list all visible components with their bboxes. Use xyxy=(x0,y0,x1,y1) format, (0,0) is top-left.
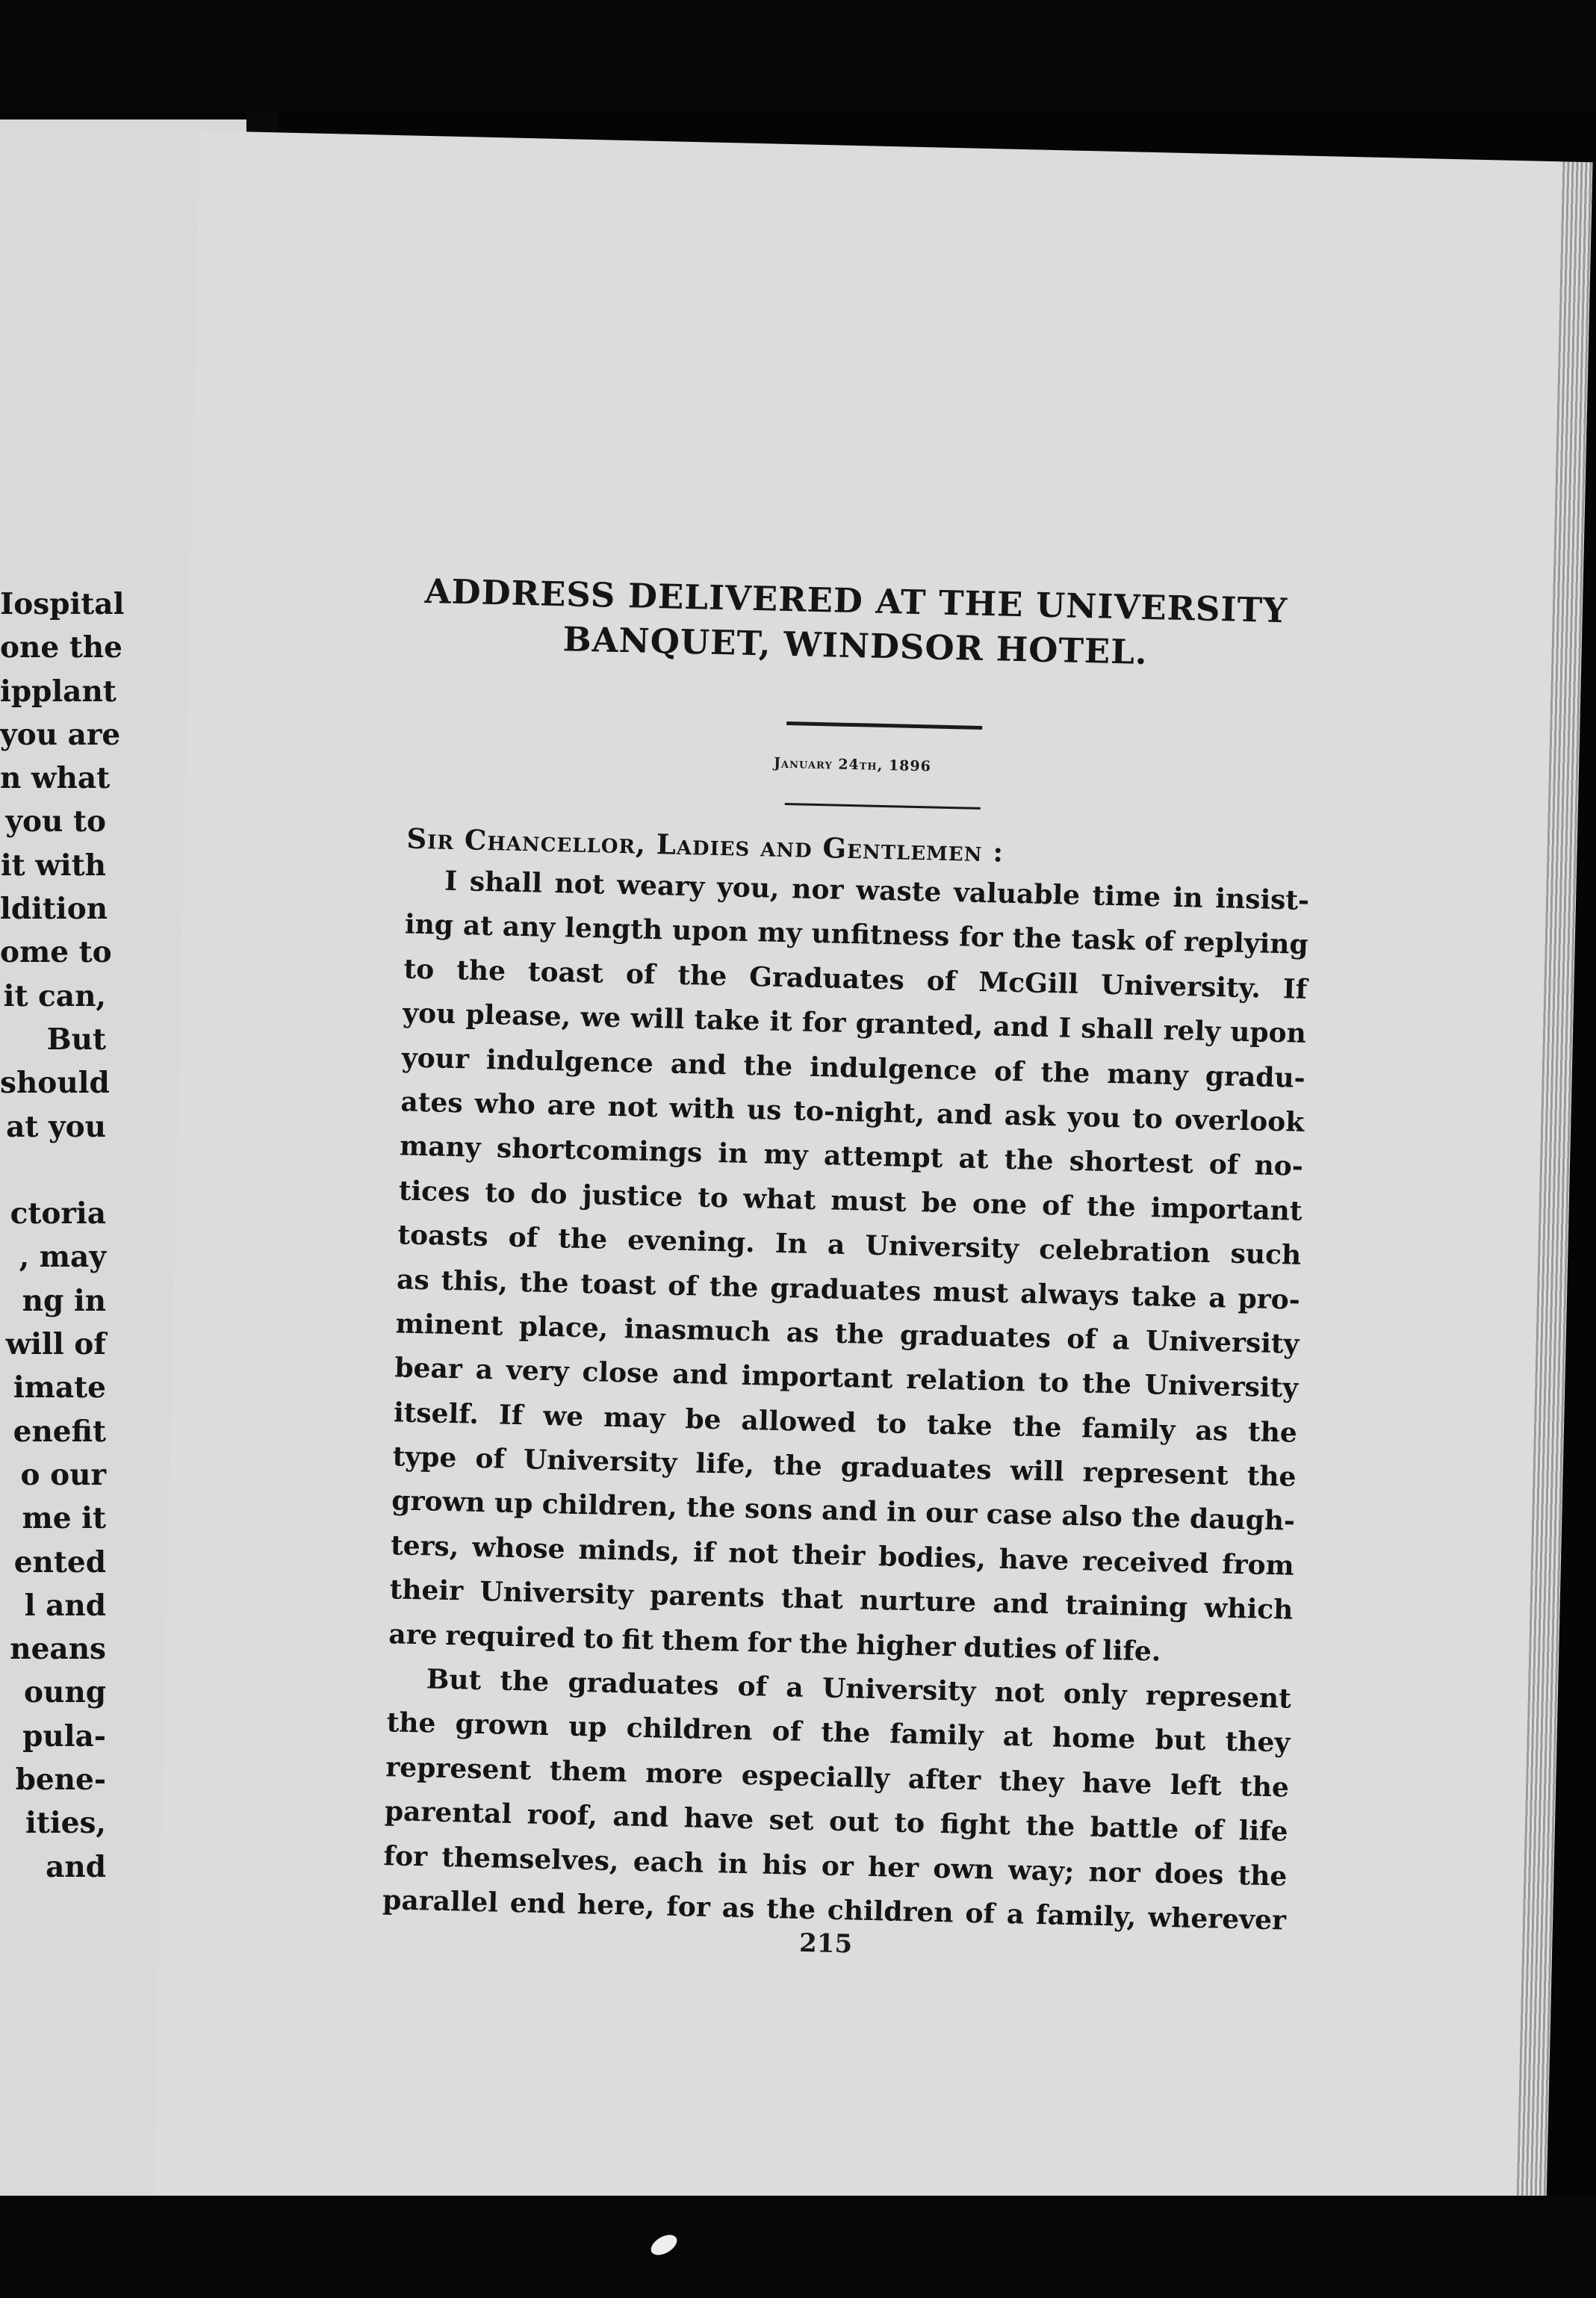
word: own xyxy=(932,1852,995,1886)
word: I xyxy=(1058,1012,1072,1044)
word: of xyxy=(926,965,957,998)
word: bear xyxy=(394,1352,463,1385)
word: the xyxy=(1239,1770,1290,1804)
word: the xyxy=(1012,1410,1062,1444)
previous-page-line: l and xyxy=(24,1588,106,1623)
word: shortest xyxy=(1069,1146,1194,1180)
word: to xyxy=(403,953,435,986)
word: them xyxy=(549,1754,628,1789)
word: length xyxy=(564,912,663,946)
title-line: BANQUET, WINDSOR HOTEL. xyxy=(562,619,1149,672)
word: training xyxy=(1064,1589,1188,1624)
word: for xyxy=(665,1890,711,1924)
word: of xyxy=(737,1670,768,1703)
word: his xyxy=(762,1848,808,1881)
word: represent xyxy=(385,1751,532,1786)
word: graduates xyxy=(840,1451,993,1486)
word: gradu- xyxy=(1205,1060,1306,1094)
previous-page-line xyxy=(0,1149,106,1192)
word: take xyxy=(1131,1280,1197,1314)
word: the xyxy=(1012,922,1062,955)
word: fight xyxy=(940,1808,1011,1842)
word: out xyxy=(828,1805,880,1839)
word: inasmuch xyxy=(624,1313,771,1348)
word: the xyxy=(834,1317,885,1351)
word: children, xyxy=(541,1488,678,1524)
word: from xyxy=(1221,1548,1295,1582)
previous-page-text xyxy=(0,583,125,1889)
previous-page-line: ldition xyxy=(0,892,108,927)
word: children xyxy=(626,1712,753,1747)
word: a xyxy=(827,1229,845,1261)
word: the xyxy=(1004,1144,1055,1177)
word: life xyxy=(1238,1815,1289,1848)
page-title xyxy=(420,569,1291,678)
word: in xyxy=(718,1137,748,1170)
word: of xyxy=(508,1221,538,1254)
word: to xyxy=(484,1176,516,1209)
previous-page-line: o our xyxy=(20,1457,106,1492)
word: the xyxy=(772,1449,823,1482)
word: for xyxy=(383,1839,428,1873)
word: place, xyxy=(518,1311,609,1344)
word: of xyxy=(1066,1323,1097,1355)
word: evening. xyxy=(627,1224,756,1259)
word: way; xyxy=(1007,1854,1075,1887)
word: them xyxy=(661,1624,740,1658)
previous-page-line: me it xyxy=(22,1501,106,1536)
word: fit xyxy=(621,1623,654,1656)
word: University. xyxy=(1100,969,1261,1004)
word: toasts xyxy=(397,1219,489,1253)
word: If xyxy=(498,1399,524,1431)
word: University xyxy=(523,1444,678,1479)
word: insist- xyxy=(1214,883,1310,916)
word: a xyxy=(475,1354,494,1386)
word: for xyxy=(801,1006,846,1040)
word: of xyxy=(965,1897,996,1930)
word: will xyxy=(630,1002,685,1036)
word: which xyxy=(1203,1592,1294,1626)
word: indulgence xyxy=(809,1051,978,1087)
word: to-night, xyxy=(792,1095,925,1130)
word: and xyxy=(670,1048,727,1081)
word: take xyxy=(694,1004,760,1037)
word: the xyxy=(820,1716,871,1750)
word: and xyxy=(612,1801,669,1834)
word: parents xyxy=(649,1580,766,1614)
word: justice xyxy=(582,1178,683,1213)
word: upon xyxy=(671,915,749,948)
word: this, xyxy=(441,1264,509,1298)
word: not xyxy=(607,1090,659,1124)
word: many xyxy=(399,1130,482,1164)
word: the xyxy=(1081,1367,1132,1401)
word: have xyxy=(1081,1767,1152,1801)
word: be xyxy=(921,1187,958,1220)
previous-page-line: Iospital xyxy=(0,587,125,621)
word: the xyxy=(766,1892,816,1926)
word: to xyxy=(1038,1367,1069,1400)
word: but xyxy=(1154,1724,1206,1757)
word: the xyxy=(1086,1190,1137,1223)
word: overlook xyxy=(1174,1103,1305,1138)
word: of xyxy=(475,1442,506,1475)
word: nor xyxy=(1088,1856,1141,1889)
word: many xyxy=(1106,1058,1189,1091)
word: case xyxy=(986,1498,1053,1532)
word: to xyxy=(697,1181,729,1214)
film-border-top xyxy=(0,0,1596,112)
previous-page-line: n what xyxy=(0,761,111,796)
previous-page-line: pula- xyxy=(22,1718,106,1754)
word: at xyxy=(462,910,494,943)
word: grown xyxy=(455,1708,550,1742)
word: your xyxy=(401,1042,470,1075)
film-border-bottom xyxy=(0,2196,1596,2298)
word: always xyxy=(1019,1277,1120,1311)
word: are xyxy=(388,1618,438,1651)
word: to xyxy=(875,1407,907,1440)
word: indulgence xyxy=(485,1043,654,1079)
word: you xyxy=(402,997,456,1031)
word: any xyxy=(502,910,556,944)
body-text xyxy=(382,859,1310,1943)
word: themselves, xyxy=(441,1841,620,1877)
word: or xyxy=(821,1850,854,1883)
previous-page-line: ome to xyxy=(0,935,112,970)
word: parental xyxy=(384,1795,512,1830)
word: left xyxy=(1170,1768,1223,1802)
word: does xyxy=(1154,1857,1224,1891)
word: if xyxy=(692,1536,715,1568)
previous-page-line: , may xyxy=(19,1240,106,1275)
word: graduates xyxy=(769,1272,922,1307)
date-rule xyxy=(785,803,981,810)
word: University xyxy=(1144,1369,1299,1405)
title-line: ADDRESS DELIVERED AT THE UNIVERSITY xyxy=(424,571,1288,631)
word: shall xyxy=(1080,1013,1155,1046)
word: to xyxy=(894,1807,925,1839)
word: be xyxy=(685,1403,722,1435)
previous-page-line: you to xyxy=(5,804,106,839)
word: University xyxy=(479,1576,634,1611)
previous-page-line: it with xyxy=(0,848,106,883)
word: and xyxy=(821,1494,878,1528)
word: their xyxy=(389,1574,464,1607)
word: are xyxy=(547,1089,597,1122)
word: for xyxy=(958,921,1004,954)
word: set xyxy=(768,1804,814,1837)
word: relation xyxy=(905,1364,1026,1398)
word: important xyxy=(1150,1191,1302,1227)
word: we xyxy=(542,1400,584,1432)
word: of xyxy=(667,1270,698,1302)
word: close xyxy=(582,1356,659,1390)
word: the xyxy=(386,1707,436,1740)
date-line: January 24th, 1896 xyxy=(773,754,932,775)
page-number: 215 xyxy=(798,1928,853,1960)
word: duties xyxy=(963,1631,1058,1665)
word: a xyxy=(785,1671,804,1704)
word: ters, xyxy=(390,1530,459,1563)
previous-page-line: ented xyxy=(13,1544,106,1580)
word: of xyxy=(993,1055,1025,1087)
previous-page-line: ctoria xyxy=(10,1196,106,1232)
word: have xyxy=(683,1802,754,1836)
title-rule xyxy=(786,721,982,730)
salutation: Sir Chancellor, Ladies and Gentlemen : xyxy=(406,822,1005,869)
word: life. xyxy=(1102,1634,1161,1668)
word: have xyxy=(999,1543,1069,1577)
previous-page-line: ipplant xyxy=(0,674,117,709)
word: higher xyxy=(855,1629,956,1663)
word: the xyxy=(519,1266,570,1299)
word: as xyxy=(396,1263,430,1296)
word: the xyxy=(1247,1415,1298,1449)
previous-page-line: enefit xyxy=(13,1414,106,1449)
word: rely xyxy=(1163,1014,1221,1048)
word: roof, xyxy=(527,1798,598,1832)
word: you, xyxy=(716,871,780,904)
word: of xyxy=(1041,1189,1072,1222)
word: allowed xyxy=(741,1404,857,1439)
word: children xyxy=(827,1894,954,1929)
word: especially xyxy=(741,1759,890,1795)
word: the xyxy=(743,1049,793,1082)
word: who xyxy=(474,1087,536,1121)
word: sons xyxy=(744,1493,813,1527)
page-edge xyxy=(1515,161,1592,2245)
word: ing xyxy=(404,908,454,942)
word: University xyxy=(865,1229,1019,1265)
word: take xyxy=(926,1409,993,1442)
word: time xyxy=(1092,880,1161,913)
word: of xyxy=(1144,925,1175,958)
word: as xyxy=(1195,1414,1229,1447)
word: a xyxy=(1006,1898,1025,1931)
previous-page-line: one the xyxy=(0,630,122,665)
word: at xyxy=(1002,1721,1034,1754)
word: whose xyxy=(471,1531,566,1565)
word: weary xyxy=(616,869,705,903)
word: ates xyxy=(400,1086,464,1120)
word: the xyxy=(709,1270,759,1303)
word: to xyxy=(1131,1102,1164,1135)
word: parallel xyxy=(382,1884,499,1919)
word: family, xyxy=(1035,1898,1137,1934)
word: the xyxy=(1131,1502,1182,1535)
word: I xyxy=(444,865,458,898)
word: task xyxy=(1070,924,1136,957)
word: home xyxy=(1052,1721,1136,1756)
word: upon xyxy=(1229,1016,1307,1050)
word: they xyxy=(999,1765,1064,1798)
word: pro- xyxy=(1238,1282,1301,1316)
word: battle xyxy=(1090,1811,1179,1845)
word: a xyxy=(1208,1282,1227,1314)
word: of xyxy=(625,958,656,990)
word: not xyxy=(554,868,605,901)
word: with xyxy=(669,1092,736,1125)
word: the xyxy=(1040,1056,1090,1089)
previous-page-line: you are xyxy=(0,717,121,752)
word: valuable xyxy=(953,877,1081,911)
word: only xyxy=(1063,1677,1128,1711)
word: to xyxy=(583,1622,615,1655)
word: at xyxy=(958,1143,990,1176)
word: the xyxy=(557,1223,608,1255)
word: end xyxy=(509,1887,566,1920)
word: received xyxy=(1081,1545,1209,1580)
word: type xyxy=(392,1441,457,1474)
word: itself. xyxy=(393,1397,479,1430)
word: family xyxy=(1081,1412,1176,1446)
word: granted, xyxy=(855,1007,984,1043)
word: they xyxy=(1225,1726,1291,1760)
word: must xyxy=(932,1276,1009,1309)
word: our xyxy=(925,1497,978,1530)
word: please, xyxy=(465,999,571,1033)
word: no- xyxy=(1254,1149,1304,1183)
previous-page-line: it can, xyxy=(3,978,106,1013)
word: shall xyxy=(469,866,543,899)
word: and xyxy=(992,1587,1049,1621)
previous-page-line: imate xyxy=(13,1370,106,1406)
word: after xyxy=(907,1763,981,1797)
word: wherever xyxy=(1147,1901,1287,1937)
word: not xyxy=(994,1676,1046,1709)
word: graduates xyxy=(568,1666,719,1702)
word: family xyxy=(889,1718,984,1752)
word: required xyxy=(444,1619,576,1654)
word: in xyxy=(886,1496,917,1529)
word: what xyxy=(742,1182,816,1216)
previous-page-line: will of xyxy=(5,1327,106,1362)
word: my xyxy=(763,1138,809,1172)
word: very xyxy=(506,1355,570,1388)
word: bodies, xyxy=(878,1540,987,1575)
word: in xyxy=(1173,881,1204,914)
word: University xyxy=(1145,1325,1300,1360)
word: nurture xyxy=(859,1584,977,1619)
word: in xyxy=(717,1847,748,1880)
previous-page-line: and xyxy=(46,1849,106,1884)
word: toast xyxy=(580,1267,656,1301)
word: must xyxy=(830,1184,907,1218)
word: that xyxy=(780,1583,844,1616)
word: up xyxy=(568,1711,608,1744)
word: Graduates xyxy=(748,960,905,996)
word: the xyxy=(1246,1460,1297,1493)
word: represent xyxy=(1145,1680,1292,1715)
word: more xyxy=(645,1757,724,1791)
previous-page-line: bene- xyxy=(15,1763,106,1798)
word: shortcomings xyxy=(496,1132,703,1169)
word: replying xyxy=(1183,926,1309,961)
word: the xyxy=(686,1491,736,1525)
word: not xyxy=(727,1537,779,1570)
word: also xyxy=(1061,1500,1123,1533)
word: up xyxy=(494,1487,533,1521)
word: the xyxy=(677,959,727,993)
word: each xyxy=(633,1845,704,1879)
word: will xyxy=(1010,1455,1065,1488)
previous-page-line: should xyxy=(0,1066,110,1101)
word: do xyxy=(530,1178,568,1211)
word: as xyxy=(721,1892,755,1925)
word: their xyxy=(791,1538,866,1572)
word: daugh- xyxy=(1189,1503,1296,1538)
word: of xyxy=(771,1715,802,1748)
word: may xyxy=(603,1401,665,1435)
word: McGill xyxy=(978,966,1079,1000)
previous-page-line: But xyxy=(46,1022,106,1057)
word: here, xyxy=(577,1889,656,1922)
word: we xyxy=(580,1002,621,1034)
word: and xyxy=(993,1010,1049,1044)
word: represent xyxy=(1082,1456,1229,1491)
word: celebration xyxy=(1038,1233,1211,1270)
word: my xyxy=(757,916,802,949)
word: waste xyxy=(855,875,942,908)
word: of xyxy=(1064,1633,1095,1666)
word: for xyxy=(747,1626,792,1659)
word: nor xyxy=(791,873,844,906)
word: such xyxy=(1230,1237,1302,1271)
word: the xyxy=(798,1627,849,1660)
word: the xyxy=(456,954,506,987)
word: the xyxy=(1025,1810,1075,1843)
word: important xyxy=(741,1360,893,1395)
word: it xyxy=(769,1005,793,1038)
page xyxy=(153,131,1571,2245)
word: ask xyxy=(1004,1099,1056,1133)
word: the xyxy=(500,1665,550,1698)
previous-page-line: at you xyxy=(6,1109,106,1144)
word: attempt xyxy=(823,1140,943,1175)
word: minent xyxy=(395,1308,503,1342)
word: of xyxy=(1193,1813,1224,1846)
word: as xyxy=(786,1317,820,1350)
word: a xyxy=(1111,1324,1131,1356)
previous-page-line: ng in xyxy=(22,1283,106,1318)
previous-page-line: oung xyxy=(24,1675,106,1710)
word: minds, xyxy=(578,1533,680,1568)
word: unfitness xyxy=(811,918,950,953)
word: tices xyxy=(398,1175,471,1208)
word: In xyxy=(774,1227,808,1260)
word: But xyxy=(426,1663,482,1697)
word: us xyxy=(746,1093,782,1126)
word: and xyxy=(671,1358,729,1391)
word: one xyxy=(972,1187,1028,1221)
word: University xyxy=(822,1672,976,1708)
previous-page-line: ities, xyxy=(25,1806,106,1841)
word: her xyxy=(867,1851,919,1884)
word: life, xyxy=(695,1447,755,1481)
word: the xyxy=(1238,1859,1288,1892)
word: graduates xyxy=(899,1319,1052,1355)
word: If xyxy=(1282,972,1308,1005)
word: grown xyxy=(391,1485,486,1519)
word: you xyxy=(1066,1101,1121,1134)
word: and xyxy=(936,1098,993,1131)
word: toast xyxy=(527,956,604,990)
previous-page-line: neans xyxy=(10,1632,106,1667)
word: of xyxy=(1208,1149,1239,1181)
